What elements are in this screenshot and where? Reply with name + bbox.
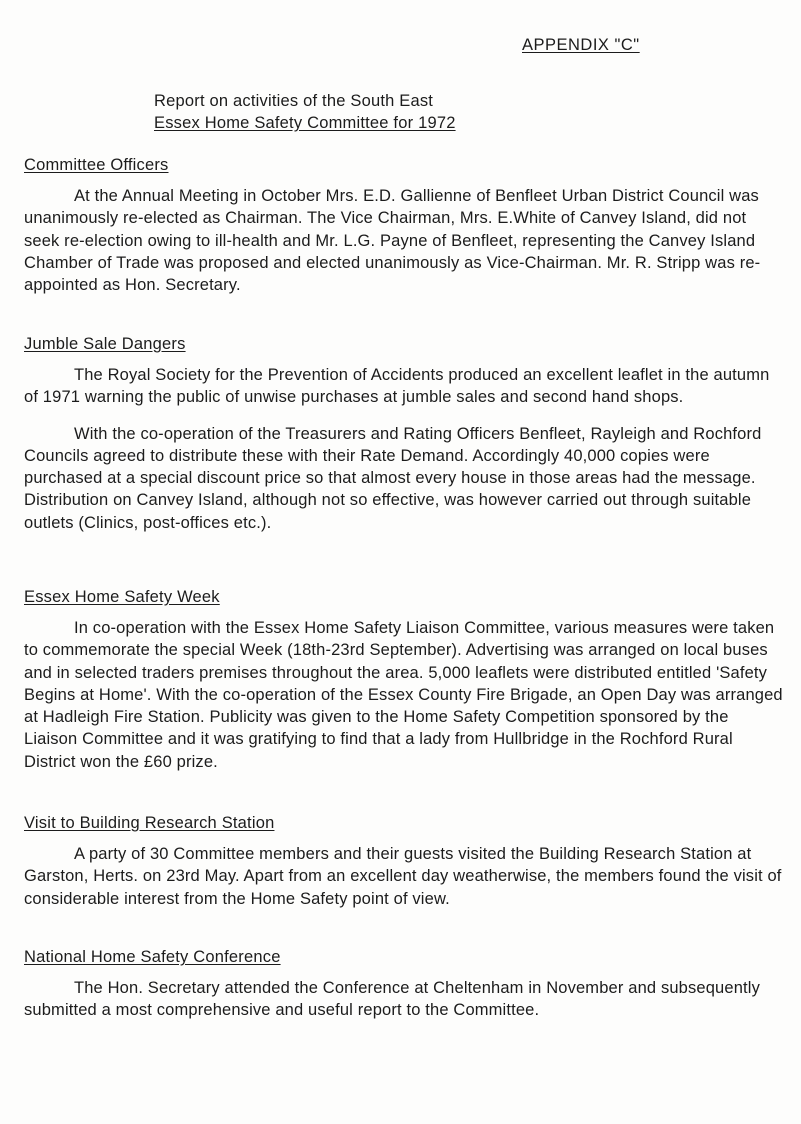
section-essex-home-safety-week: [24, 586, 784, 773]
section-jumble-sale-dangers: [24, 333, 784, 534]
report-title-line-2: Essex Home Safety Committee for 1972: [154, 114, 456, 132]
section-paragraph: A party of 30 Committee members and their guests visited the Building Research Station at Garston, Herts. on 23rd May. Apart from an excellent day weatherwise, the members found the visit of considerable interest from the Home Safety point of view.: [24, 845, 782, 908]
section-paragraph: The Royal Society for the Prevention of Accidents produced an excellent leaflet in the autumn of 1971 warning the public of unwise purchases at jumble sales and second hand shops.: [24, 366, 770, 407]
section-paragraph: With the co-operation of the Treasurers and Rating Officers Benfleet, Rayleigh and Rochford Councils agreed to distribute these with their Rate Demand. Accordingly 40,000 copies were purchased at a special discount price so that almost every house in those areas had the message. Distribution on Canvey Island, although not so effective, was however carried out through suitable outlets (Clinics, post-offices etc.).: [24, 424, 762, 532]
report-title-line-1: Report on activities of the South East: [154, 92, 434, 110]
section-heading: Committee Officers: [24, 156, 169, 174]
section-heading: National Home Safety Conference: [24, 948, 281, 966]
report-title: [154, 90, 456, 134]
section-visit-building-research: [24, 812, 784, 910]
section-paragraph: At the Annual Meeting in October Mrs. E.D. Gallienne of Benfleet Urban District Council was unanimously re-elected as Chairman. The Vice Chairman, Mrs. E.White of Canvey Island, did not seek re-election owing to ill-health and Mr. L.G. Payne of Benfleet, representing the Canvey Island Chamber of Trade was proposed and elected unanimously as Vice-Chairman. Mr. R. Stripp was re-appointed as Hon. Secretary.: [24, 187, 761, 295]
appendix-label: APPENDIX "C": [522, 36, 640, 54]
section-paragraph: In co-operation with the Essex Home Safety Liaison Committee, various measures were taken to commemorate the special Week (18th-23rd September). Advertising was arranged on local buses and in selected traders premises throughout the area. 5,000 leaflets were distributed entitled 'Safety Begins at Home'. With the co-operation of the Essex County Fire Brigade, an Open Day was arranged at Hadleigh Fire Station. Publicity was given to the Home Safety Competition sponsored by the Liaison Committee and it was gratifying to find that a lady from Hullbridge in the Rochford Rural District won the £60 prize.: [24, 619, 783, 771]
section-committee-officers: [24, 154, 784, 296]
section-heading: Jumble Sale Dangers: [24, 335, 186, 353]
section-heading: Essex Home Safety Week: [24, 588, 220, 606]
section-heading: Visit to Building Research Station: [24, 814, 275, 832]
section-national-home-safety-conference: [24, 946, 784, 1022]
section-paragraph: The Hon. Secretary attended the Conference at Cheltenham in November and subsequently submitted a most comprehensive and useful report to the Committee.: [24, 979, 760, 1020]
